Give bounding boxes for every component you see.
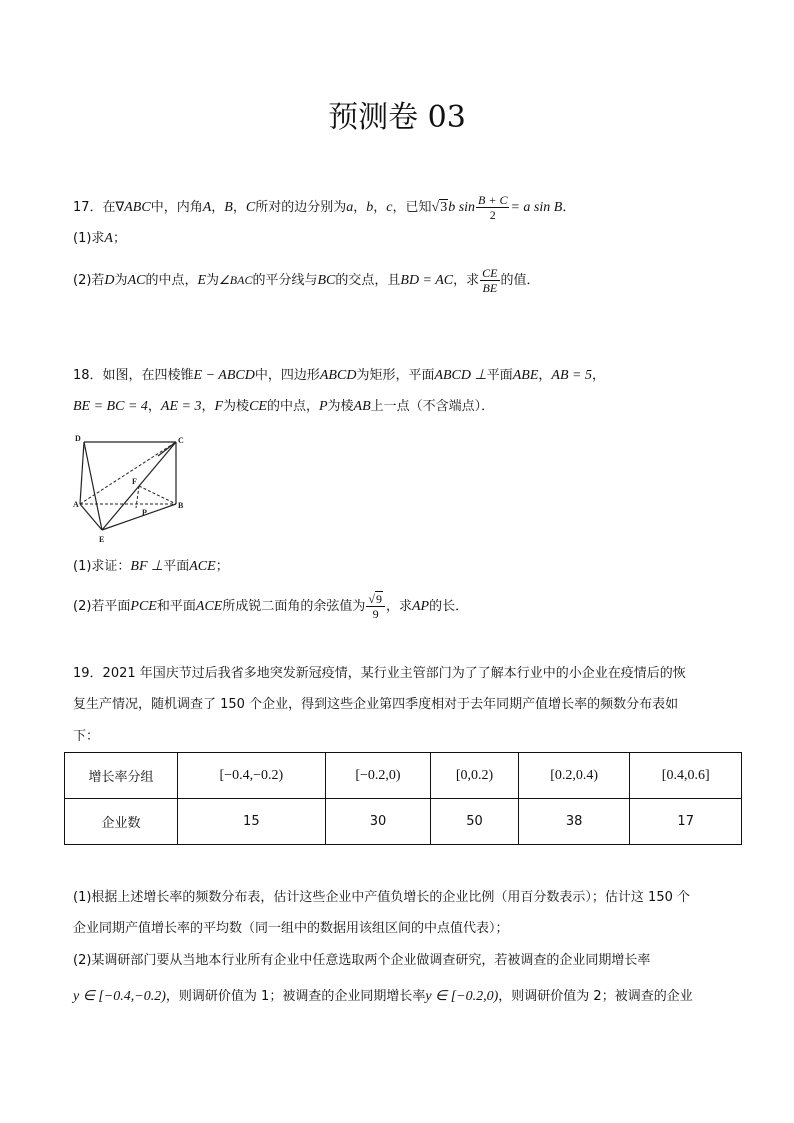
q17-line-1: 17．在∇ABC中，内角A，B，C所对的边分别为a，b，c，已知√3b sin $\frac{B + C}{2}$ = a sin B． xyxy=(73,193,576,222)
table-cell: [0,0.2) xyxy=(431,753,519,799)
table-row xyxy=(65,753,742,799)
q19-part-1-line-2: 企业同期产值增长率的平均数（同一组中的数据用该组区间的中点值代表）； xyxy=(73,921,509,936)
q18-line-1: 18．如图，在四棱锥E − ABCD中，四边形ABCD为矩形，平面ABCD ⊥平面ABE，AB = 5， xyxy=(73,368,605,383)
table-cell: 38 xyxy=(518,799,630,845)
frequency-table xyxy=(64,752,742,845)
label-a: A xyxy=(73,500,79,509)
table-cell: 30 xyxy=(325,799,431,845)
page-title: 预测卷 03 xyxy=(328,100,466,135)
q19-part-2-line-1: (2)某调研部门要从当地本行业所有企业中任意选取两个企业做调查研究，若被调查的企业同期增长率 xyxy=(73,953,651,968)
q19-line-2: 复生产情况，随机调查了 150 个企业，得到这些企业第四季度相对于去年同期产值增长率的频数分布表如 xyxy=(73,697,679,712)
q17-fraction: $\frac{B + C}{2}$ xyxy=(478,193,508,222)
table-header-cell: 增长率分组 xyxy=(65,753,178,799)
q17-part-1: (1)求A； xyxy=(73,231,126,246)
q18-cosine-fraction: $\frac{√9}{9}$ xyxy=(366,592,385,621)
q19-part-2-line-2: y ∈ [−0.4,−0.2)，则调研价值为 1；被调查的企业同期增长率y ∈ [−0.2,0)，则调研价值为 2；被调查的企业 xyxy=(73,989,693,1004)
q17-part-2: (2)若D为AC的中点，E为∠BAC的平分线与BC的交点，且BD = AC，求 $\frac{CE}{BE}$ 的值． xyxy=(73,266,540,295)
table-cell: [0.4,0.6] xyxy=(630,753,742,799)
label-e: E xyxy=(99,535,105,544)
q18-line-2: BE = BC = 4，AE = 3，F为棱CE的中点，P为棱AB上一点（不含端点）． xyxy=(73,399,495,414)
label-c: C xyxy=(178,436,184,445)
table-cell: 17 xyxy=(630,799,742,845)
pyramid-figure xyxy=(72,432,194,544)
q19-part-1-line-1: (1)根据上述增长率的频数分布表，估计这些企业中产值负增长的企业比例（用百分数表示）；估计这 150 个 xyxy=(73,890,690,905)
q18-part-2: (2)若平面PCE和平面ACE所成锐二面角的余弦值为 $\frac{√9}{9}$ ，求AP的长． xyxy=(73,592,469,621)
table-row xyxy=(65,799,742,845)
q19-line-1: 19．2021 年国庆节过后我省多地突发新冠疫情，某行业主管部门为了了解本行业中的小企业在疫情后的恢 xyxy=(73,666,686,681)
table-cell: [−0.2,0) xyxy=(325,753,431,799)
table-cell: 15 xyxy=(178,799,326,845)
label-p: P xyxy=(142,508,147,517)
q17-ce-be-fraction: $\frac{CE}{BE}$ xyxy=(482,266,498,295)
label-f: F xyxy=(132,477,137,486)
label-b: B xyxy=(178,501,184,510)
table-header-cell: 企业数 xyxy=(65,799,178,845)
table-cell: [−0.4,−0.2) xyxy=(178,753,326,799)
table-cell: [0.2,0.4) xyxy=(518,753,630,799)
q18-part-1: (1)求证：BF ⊥平面ACE； xyxy=(73,559,229,574)
q19-line-3: 下： xyxy=(73,729,100,744)
label-d: D xyxy=(75,434,81,443)
table-cell: 50 xyxy=(431,799,519,845)
